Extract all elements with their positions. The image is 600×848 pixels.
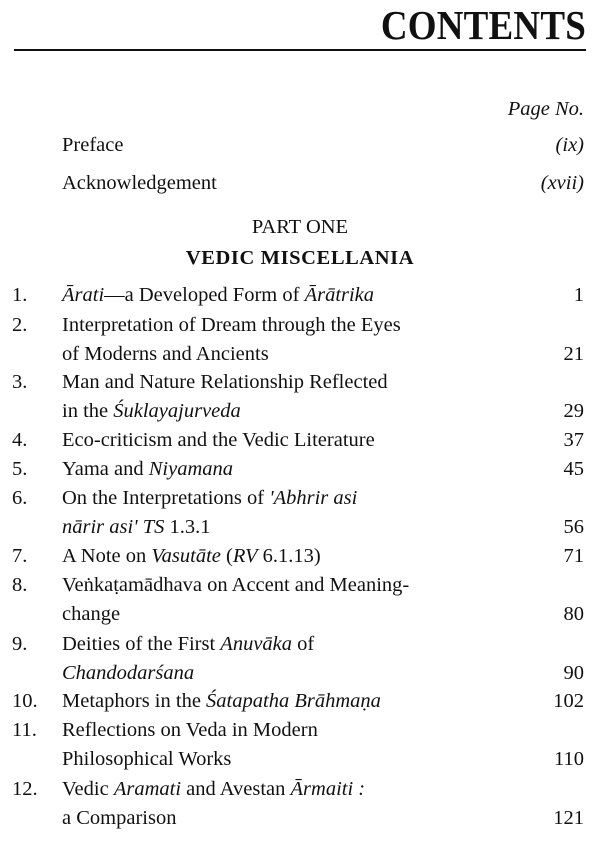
entry-title-segment: a Comparison [62,807,177,829]
page-title: CONTENTS [380,3,586,50]
entry-title-segment: Yama and [62,458,149,480]
entry-number: 2. [12,314,28,336]
entry-number: 5. [12,458,28,480]
entry-page-number: 21 [563,343,584,365]
entry-title [62,371,388,394]
entry-title-segment: Reflections on Veda in Modern [62,719,318,741]
entry-title [62,487,357,510]
front-matter-page: (ix) [555,134,584,156]
part-title: VEDIC MISCELLANIA [185,247,415,269]
entry-title-segment: and Avestan [181,778,291,800]
entry-page-number: 37 [563,429,584,451]
entry-title-segment: Vasutāte [151,545,221,567]
entry-title [62,284,374,307]
entry-title-segment: Chandodarśana [62,662,195,684]
entry-number: 3. [12,371,28,393]
entry-title [62,690,381,713]
entry-page-number: 71 [563,545,584,567]
entry-page-number: 1 [573,284,584,306]
page-number-header: Page No. [507,98,584,120]
entry-number: 8. [12,574,28,596]
entry-title [62,545,321,568]
entry-title-continued [62,662,194,685]
entry-title [62,719,318,742]
front-matter-label: Acknowledgement [62,172,217,194]
entry-title-segment: Philosophical Works [62,748,232,770]
entry-page-number: 121 [553,807,584,829]
entry-title-segment: Ārātrika [304,284,375,306]
entry-title-segment: Aramati [113,778,182,800]
title-rule [14,49,586,51]
entry-title-continued [62,807,176,830]
entry-title-continued [62,748,231,771]
entry-title [62,314,401,337]
entry-number: 9. [12,633,28,655]
entry-title-segment: 6.1.13) [257,545,321,567]
entry-title-segment: Anuvāka [220,633,293,655]
entry-title-segment: Vedic [62,778,114,800]
entry-title-segment: of [292,633,315,655]
entry-title-segment: change [62,603,121,625]
entry-title-segment: Metaphors in the [62,690,207,712]
entry-title-segment: Man and Nature Relationship Reflected [62,371,388,393]
entry-title-segment: Eco-criticism and the Vedic Literature [62,429,375,451]
entry-title [62,778,365,801]
entry-title-continued [62,343,269,366]
entry-title [62,633,314,656]
entry-number: 11. [12,719,37,741]
entry-title-segment: RV [232,545,258,567]
entry-page-number: 80 [563,603,584,625]
entry-title-segment: Deities of the First [62,633,221,655]
entry-page-number: 90 [563,662,584,684]
entry-title [62,429,375,452]
entry-title-segment: Ārmaiti : [290,778,366,800]
entry-title-continued [62,516,211,539]
entry-page-number: 56 [563,516,584,538]
entry-page-number: 102 [553,690,584,712]
entry-page-number: 110 [554,748,584,770]
entry-title-segment: nārir asi' TS [62,516,165,538]
front-matter-label: Preface [62,134,124,156]
entry-title-continued [62,603,120,626]
entry-page-number: 29 [563,400,584,422]
entry-title-continued [62,400,241,423]
entry-title-segment: Śatapatha Brāhmaṇa [206,690,381,712]
entry-title-segment: Śuklayajurveda [113,400,241,422]
entry-title-segment: in the [62,400,114,422]
entry-page-number: 45 [563,458,584,480]
entry-title-segment: of Moderns and Ancients [62,343,269,365]
entry-title-segment: Interpretation of Dream through the Eyes [62,314,401,336]
entry-title-segment: Veṅkaṭamādhava on Accent and Meaning- [62,574,410,596]
entry-title-segment: Niyamana [148,458,234,480]
front-matter-page: (xvii) [540,172,584,194]
entry-title-segment: 'Abhrir asi [269,487,358,509]
entry-title [62,458,233,481]
entry-number: 7. [12,545,28,567]
entry-title-segment: 1.3.1 [164,516,211,538]
part-label: PART ONE [251,216,349,238]
entry-title [62,574,409,597]
entry-number: 10. [12,690,38,712]
entry-title-segment: A Note on [62,545,152,567]
entry-number: 1. [12,284,28,306]
entry-title-segment: On the Interpretations of [62,487,270,509]
entry-number: 12. [12,778,38,800]
entry-title-segment: Ārati [62,284,105,306]
entry-number: 6. [12,487,28,509]
entry-number: 4. [12,429,28,451]
entry-title-segment: ( [220,545,233,567]
entry-title-segment: —a Developed Form of [104,284,305,306]
